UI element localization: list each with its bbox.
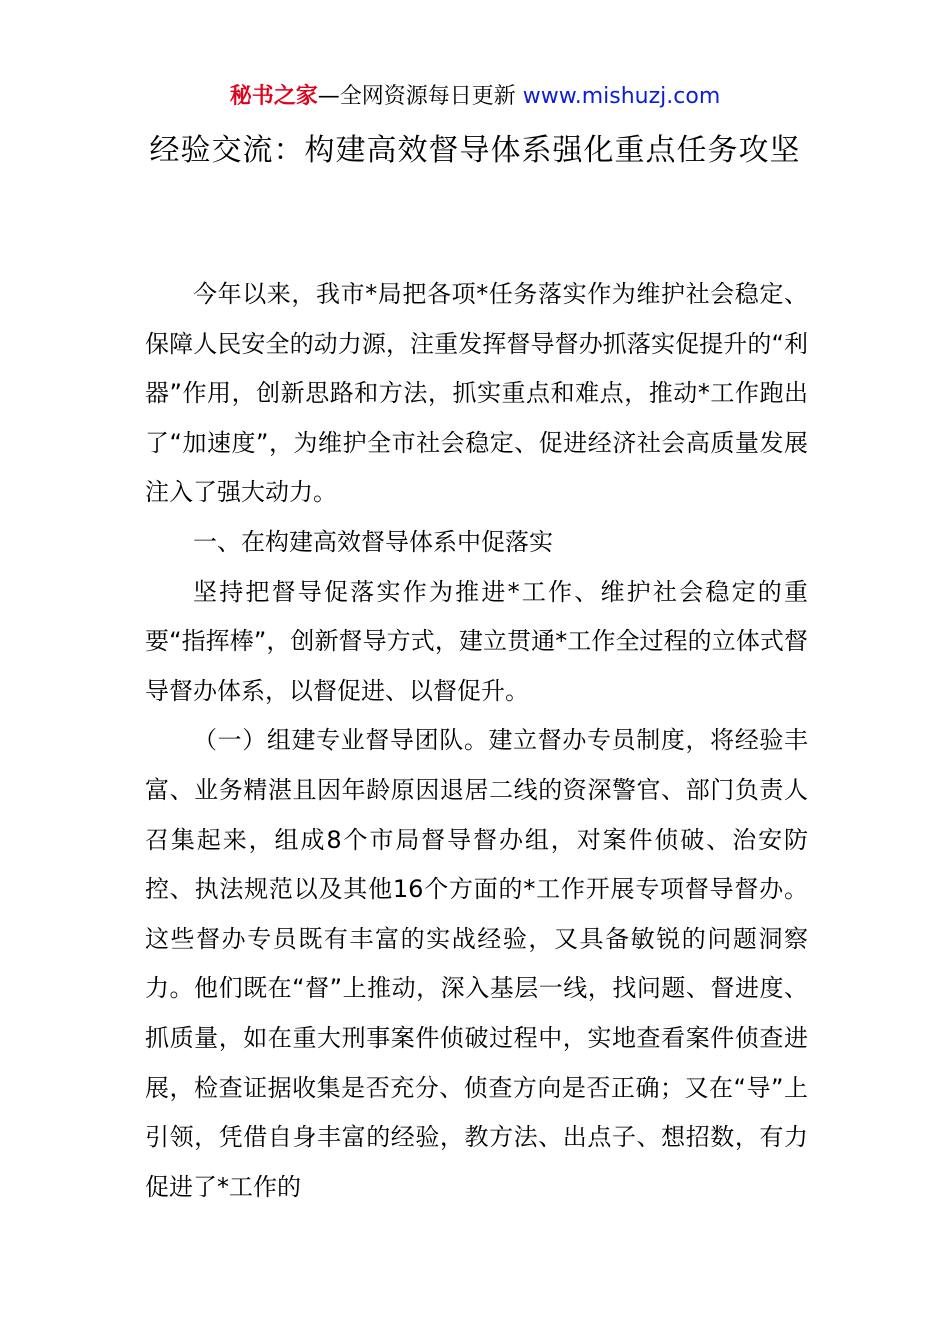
document-title: 经验交流：构建高效督导体系强化重点任务攻坚 bbox=[149, 133, 801, 168]
section-heading: 一、在构建高效督导体系中促落实 bbox=[193, 527, 553, 556]
site-header bbox=[0, 80, 950, 114]
paragraph-section-intro: 坚持把督导促落实作为推进*工作、维护社会稳定的重要“指挥棒”，创新督导方式，建立贯通*工作全过程的立体式督导督办体系，以督促进、以督促升。 bbox=[145, 577, 808, 705]
document-body bbox=[145, 270, 808, 1212]
site-url-link[interactable]: www.mishuzj.com bbox=[522, 84, 721, 109]
brand-name: 秘书之家 bbox=[229, 84, 318, 109]
header-tagline: —全网资源每日更新 bbox=[317, 84, 523, 109]
paragraph-subsection-one: （一）组建专业督导团队。建立督办专员制度，将经验丰富、业务精湛且因年龄原因退居二线的资深警官、部门负责人召集起来，组成8个市局督导督办组，对案件侦破、治安防控、执法规范以及其他16个方面的*工作开展专项督导督办。这些督办专员既有丰富的实战经验，又具备敏锐的问题洞察力。他们既在“督”上推动，深入基层一线，找问题、督进度、抓质量，如在重大刑事案件侦破过程中，实地查看案件侦查进展，检查证据收集是否充分、侦查方向是否正确；又在“导”上引领，凭借自身丰富的经验，教方法、出点子、想招数，有力促进了*工作的 bbox=[145, 726, 808, 1201]
paragraph-intro: 今年以来，我市*局把各项*任务落实作为维护社会稳定、保障人民安全的动力源，注重发挥督导督办抓落实促提升的“利器”作用，创新思路和方法，抓实重点和难点，推动*工作跑出了“加速度”，为维护全市社会稳定、促进经济社会高质量发展注入了强大动力。 bbox=[145, 280, 808, 507]
